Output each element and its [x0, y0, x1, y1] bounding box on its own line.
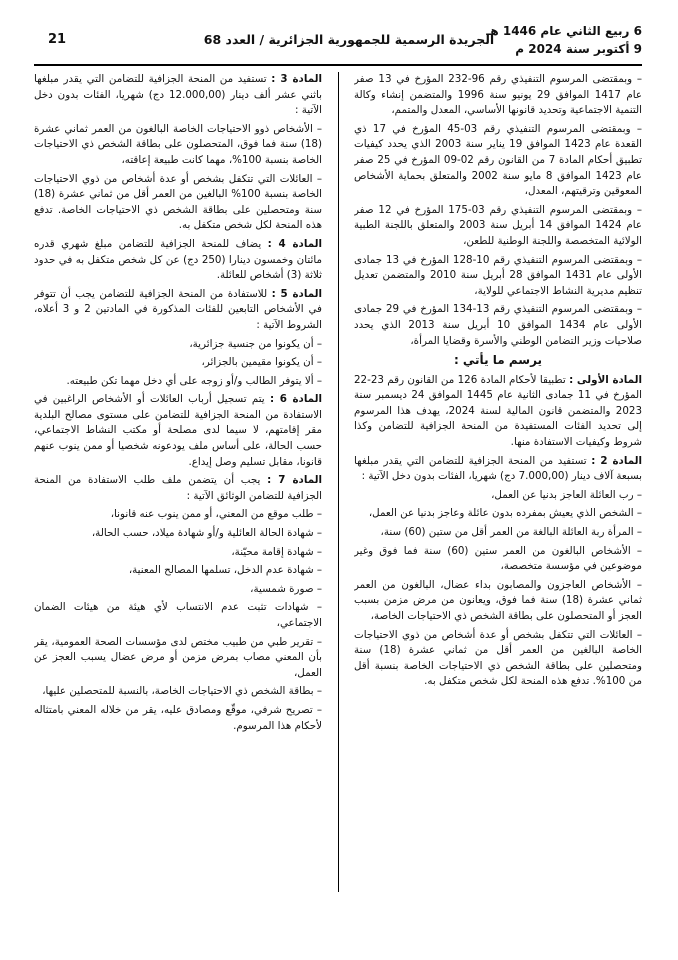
article-text: يتم تسجيل أرباب العائلات أو الأشخاص الراغبين في الاستفادة من المنحة الجزافية للتضامن على مستوى مصالح البلدية مقر إقامتهم، لا سيما لدى مصلحة أو مكتب النشاط الاجتماعي، حسب الحالة، على أساس ملف يودعونه شخصيا أو ممن ينوب عنهم قانونا، مقابل تسليم وصل إيداع. [34, 393, 322, 468]
article-label: المادة 7 : [267, 474, 322, 487]
list-item: – تصريح شرفي، موقّع ومصادق عليه، يقر من خلاله المعني بامتثاله لأحكام هذا المرسوم. [34, 703, 322, 732]
list-item: – شهادة إقامة محيّنة، [231, 545, 322, 558]
list-item: – شهادة عدم الدخل، تسلمها المصالح المعنية، [128, 564, 322, 577]
list-item: – العائلات التي تتكفل بشخص أو عدة أشخاص من ذوي الاحتياجات الخاصة البالغين من العمر أقل من ثماني عشرة (18) سنة ومتحصلين على بطاقة الشخص ذي الاحتياجات الخاصة بنسبة أقل من 100%. تدفع هذه المنحة لكل شخص متكفل به. [354, 628, 642, 688]
article-label: المادة 2 : [591, 454, 642, 467]
list-item: – رب العائلة العاجز بدنيا عن العمل، [491, 488, 642, 501]
list-item: – الأشخاص العاجزون والمصابون بداء عضال، البالغون من العمر ثماني عشرة (18) سنة فما فوق، ويعانون من مرض مزمن بسبب العجز أو المتحصلون على بطاقة الشخص ذي الاحتياجات الخاصة، [354, 578, 642, 622]
list-item: – تقرير طبي من طبيب مختص لدى مؤسسات الصحة العمومية، يقر بأن المعني مصاب بمرض مزمن أو مرض عضال يسبب العجز عن العمل، [34, 635, 322, 679]
article-text: للاستفادة من المنحة الجزافية للتضامن يجب أن تتوفر في الأشخاص التابعين للفئات المذكورة في المادتين 2 و 3 أعلاه، الشروط الآتية : [34, 287, 322, 331]
article-label: المادة 3 : [271, 73, 322, 85]
left-column [34, 72, 322, 902]
preamble-paragraph: – وبمقتضى المرسوم التنفيذي رقم 96-232 المؤرخ في 13 صفر عام 1417 الموافق 29 يونيو سنة 1996 والمتضمن إنشاء وكالة التنمية الاجتماعية وتحديد قانونها الأساسي، المعدل والمتمم، [354, 73, 642, 117]
list-item: – الأشخاص البالغون من العمر ستين (60) سنة فما فوق وغير موضوعين في مؤسسة متخصصة، [354, 544, 642, 573]
list-item: – ألا يتوفر الطالب و/أو زوجه على أي دخل مهما تكن طبيعته. [66, 374, 322, 387]
list-item: – صورة شمسية، [250, 582, 322, 595]
preamble-paragraph: – وبمقتضى المرسوم التنفيذي رقم 13-134 المؤرخ في 29 جمادى الأولى عام 1434 الموافق 10 أبريل سنة 2013 الذي يحدد صلاحيات وزير التضامن الوطني والأسرة وقضايا المرأة، [354, 303, 642, 347]
list-item: – شهادات تثبت عدم الانتساب لأي هيئة من هيئات الضمان الاجتماعي، [34, 601, 322, 629]
gazette-page [34, 20, 642, 900]
column-divider [338, 72, 339, 892]
list-item: – الأشخاص ذوو الاحتياجات الخاصة البالغون من العمر ثماني عشرة (18) سنة فما فوق، المتحصلون على بطاقة الشخص ذي الاحتياجات الخاصة بنسبة 100%، مهما كانت طبيعة إعاقته، [34, 122, 322, 166]
list-item: – أن يكونوا مقيمين بالجزائر، [201, 356, 322, 369]
header-title: الجريدة الرسمية للجمهورية الجزائرية / العدد 68 [203, 32, 495, 47]
article-label: المادة 6 : [269, 393, 322, 406]
article-text: يجب أن يتضمن ملف طلب الاستفادة من المنحة الجزافية للتضامن الوثائق الآتية : [34, 474, 322, 502]
article-label: المادة 5 : [271, 287, 322, 300]
article-5 [34, 287, 322, 334]
list-item: – شهادة الحالة العائلية و/أو شهادة ميلاد، حسب الحالة، [91, 527, 322, 540]
preamble-paragraph: – وبمقتضى المرسوم التنفيذي رقم 03-45 المؤرخ في 17 ذي القعدة عام 1423 الموافق 19 يناير سنة 2003 الذي يحدد كيفيات تطبيق أحكام المادة 7 من القانون رقم 02-09 المؤرخ في 25 صفر عام 1423 الموافق 8 مايو سنة 2002 والمتعلق بحماية الأشخاص المعوقين وترقيتهم، المعدل، [354, 122, 642, 198]
article-3 [34, 72, 322, 119]
article-text: تستفيد من المنحة الجزافية للتضامن التي يقدر مبلغها باثني عشر ألف دينار (12.000,00 دج) شهريا، الفئات بدون دخل الآتية : [34, 73, 322, 117]
preamble-paragraph: – وبمقتضى المرسوم التنفيذي رقم 10-128 المؤرخ في 13 جمادى الأولى عام 1431 الموافق 28 أبريل سنة 2010 والمتضمن تعديل تنظيم مديرية النشاط الاجتماعي للولاية، [354, 253, 642, 297]
page-number: 21 [48, 32, 67, 47]
decree-heading: يرسم ما يأتي : [453, 353, 543, 368]
preamble-paragraph: – وبمقتضى المرسوم التنفيذي رقم 03-175 المؤرخ في 12 صفر عام 1424 الموافق 14 أبريل سنة 2003 والمتعلق باللجنة الطبية الولائية المتخصصة واللجنة الوطنية للطعن، [354, 203, 642, 247]
article-4 [34, 237, 322, 284]
right-column [354, 72, 642, 902]
list-item: – أن يكونوا من جنسية جزائرية، [189, 337, 322, 350]
article-label: المادة 4 : [267, 237, 322, 250]
list-item: – بطاقة الشخص ذي الاحتياجات الخاصة، بالنسبة للمتحصلين عليها، [42, 685, 322, 698]
article-7 [34, 473, 322, 504]
list-item: – المرأة ربة العائلة البالغة من العمر أقل من ستين (60) سنة، [380, 526, 642, 539]
article-text: تستفيد من المنحة الجزافية للتضامن التي يقدر مبلغها بسبعة آلاف دينار (7.000,00 دج) شهريا، الفئات بدون دخل الآتية : [354, 454, 642, 483]
list-item: – العائلات التي تتكفل بشخص أو عدة أشخاص من ذوي الاحتياجات الخاصة بنسبة 100% البالغين من العمر أقل من ثماني عشرة (18) سنة ومتحصلين على بطاقة الشخص ذي الاحتياجات الخاصة. تدفع هذه المنحة لكل شخص متكفل به. [34, 172, 322, 232]
list-item: – طلب موقع من المعني، أو ممن ينوب عنه قانونا، [110, 508, 322, 521]
page-header [34, 20, 642, 66]
list-item: – الشخص الذي يعيش بمفرده بدون عائلة وعاجز بدنيا عن العمل، [368, 507, 642, 520]
article-2 [354, 454, 642, 485]
article-label: المادة الأولى : [569, 373, 642, 386]
article-1 [354, 373, 642, 451]
header-date-hijri: 6 ربيع الثاني عام 1446 هـ [486, 24, 642, 38]
article-6 [34, 392, 322, 470]
header-date-gregorian: 9 أكتوبر سنة 2024 م [515, 42, 642, 56]
article-text: تطبيقا لأحكام المادة 126 من القانون رقم 23-22 المؤرخ في 11 جمادى الثانية عام 1445 الموافق 24 ديسمبر سنة 2023 والمتضمن قانون المالية لسنة 2024، يهدف هذا المرسوم إلى تحديد الفئات المستفيدة من المنحة الجزافية للتضامن وكذا شروط وكيفيات الاستفادة منها. [354, 373, 642, 449]
article-text: يضاف للمنحة الجزافية للتضامن مبلغ شهري قدره مائتان وخمسون دينارا (250 دج) عن كل شخص متكفل به في حدود ثلاثة (3) أشخاص للعائلة. [34, 237, 322, 282]
